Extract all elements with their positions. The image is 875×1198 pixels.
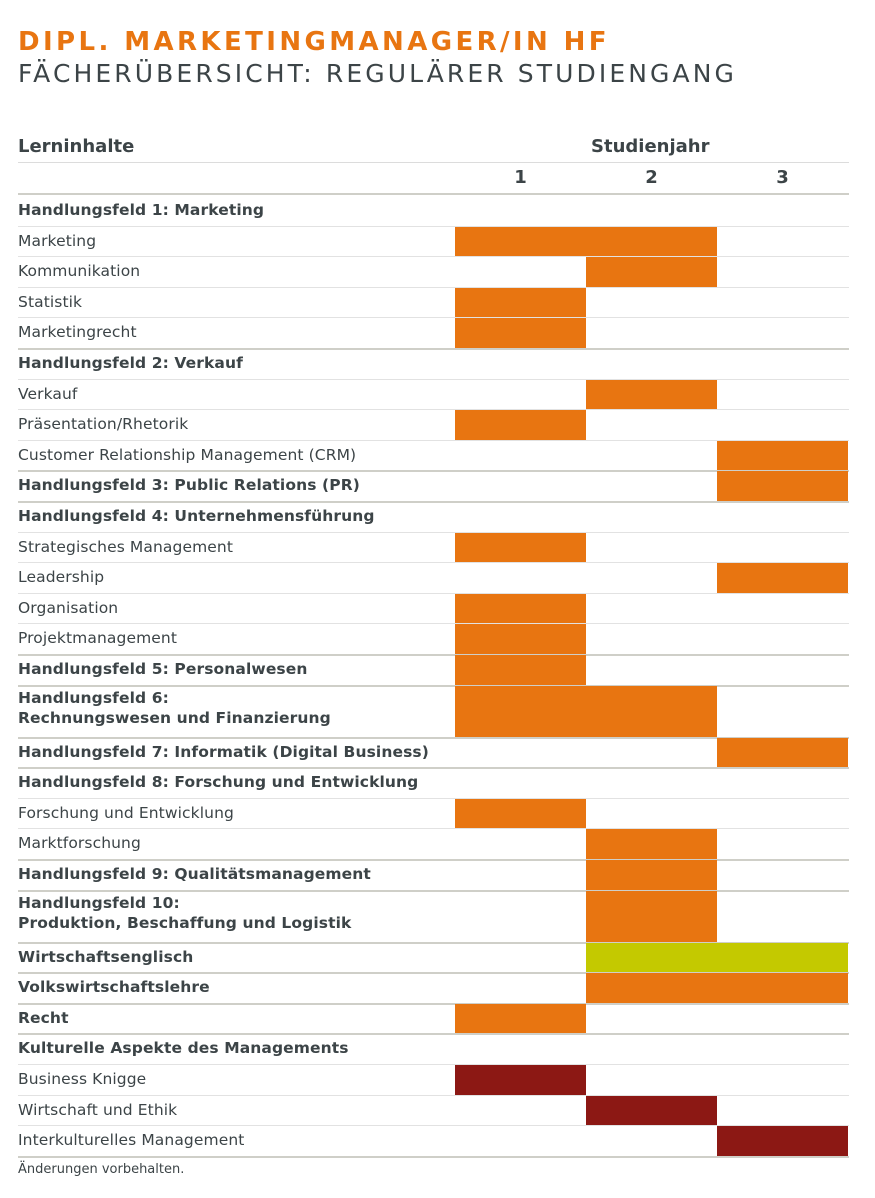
row-label [18,772,418,792]
year-1-header: 1 [514,167,527,188]
year-3-header: 3 [776,167,789,188]
table-row [0,562,875,593]
row-label [18,231,96,251]
row-label [18,200,264,220]
table-row [0,501,875,532]
row-label-line: Produktion, Beschaffung und Logistik [18,913,352,932]
year-2-header: 2 [645,167,658,188]
row-label-line: Wirtschaftsenglisch [18,947,194,966]
table-row [0,828,875,859]
row-divider [18,1156,849,1158]
row-label [18,1100,177,1120]
year-1-cell [455,1004,586,1034]
table-row [0,195,875,226]
row-label-line: Volkswirtschaftslehre [18,978,210,997]
row-label [18,659,308,679]
table-row [0,890,875,942]
row-label [18,947,193,967]
table-row [0,1033,875,1064]
table-row [0,623,875,654]
year-3-cell [717,441,848,471]
row-label-line: Marketing [18,231,97,250]
table-row [0,470,875,501]
footer-note: Änderungen vorbehalten. [18,1162,185,1177]
year-3-cell [717,943,848,973]
table-row [0,942,875,973]
row-label [18,833,141,853]
row-label-line: Handlungsfeld 1: Marketing [18,201,265,219]
table-row [0,440,875,471]
year-2-cell [586,943,717,973]
table-row [0,1064,875,1095]
row-label-line: Rechnungswesen und Finanzierung [18,708,331,727]
year-3-cell [717,738,848,768]
row-label-line: Handlungsfeld 10: [18,893,180,912]
row-label [18,506,375,526]
year-2-cell [586,686,717,737]
row-label-line: Forschung und Entwicklung [18,803,234,822]
table-row [0,972,875,1003]
table-row [0,1095,875,1126]
row-label [18,803,234,823]
year-2-cell [586,380,717,410]
year-2-cell [586,257,717,287]
row-label [18,628,177,648]
row-label [18,384,78,404]
row-label [18,977,210,997]
row-label [18,598,118,618]
row-label-line: Interkulturelles Management [18,1131,245,1150]
table-row [0,317,875,348]
year-2-cell [586,860,717,890]
header-divider [18,162,849,163]
row-label-line: Marketingrecht [18,323,137,342]
row-label [18,353,243,373]
table-row [0,532,875,563]
row-label-line: Handlungsfeld 6: [18,688,169,707]
row-label [18,261,140,281]
page-title: DIPL. MARKETINGMANAGER/IN HF [18,27,610,57]
table-row [0,767,875,798]
row-label [18,1038,349,1058]
page-subtitle: FÄCHERÜBERSICHT: REGULÄRER STUDIENGANG [18,59,738,88]
content-column-header: Lerninhalte [18,136,135,157]
row-label [18,445,356,465]
row-label [18,322,137,342]
row-label-line: Leadership [18,568,105,587]
year-3-cell [717,1126,848,1156]
year-1-cell [455,227,586,257]
year-1-cell [455,655,586,685]
year-1-cell [455,624,586,654]
table-row [0,1125,875,1156]
row-label [18,1130,244,1150]
row-label [18,414,188,434]
table-row [0,256,875,287]
row-label-line: Kulturelle Aspekte des Managements [18,1039,349,1058]
row-label-line: Kommunikation [18,262,141,281]
row-label [18,742,429,762]
row-label-line: Handlungsfeld 7: Informatik (Digital Business) [18,742,429,761]
row-label-line: Handlungsfeld 8: Forschung und Entwicklung [18,773,419,792]
year-2-cell [586,891,717,942]
year-column-header: Studienjahr [591,136,710,157]
row-label-line: Projektmanagement [18,629,178,648]
year-2-cell [586,973,717,1003]
row-label-line: Marktforschung [18,834,141,853]
row-label-line: Recht [18,1008,69,1027]
year-2-cell [586,1096,717,1126]
table-row [0,287,875,318]
year-1-cell [455,410,586,440]
row-label-line: Handlungsfeld 3: Public Relations (PR) [18,476,360,495]
row-label [18,1008,69,1028]
row-label-line: Handlungsfeld 4: Unternehmensführung [18,507,375,525]
row-label-line: Customer Relationship Management (CRM) [18,445,357,464]
table-row [0,1003,875,1034]
table-row [0,737,875,768]
row-label-line: Wirtschaft und Ethik [18,1100,178,1119]
row-label [18,292,82,312]
table-row [0,654,875,685]
year-3-cell [717,471,848,501]
row-label-line: Handlungsfeld 5: Personalwesen [18,660,308,678]
year-1-cell [455,594,586,624]
row-label [18,688,331,728]
row-label-line: Strategisches Management [18,537,234,556]
year-3-cell [717,563,848,593]
year-1-cell [455,799,586,829]
row-label-line: Organisation [18,598,119,617]
row-label-line: Verkauf [18,384,78,403]
year-1-cell [455,533,586,563]
row-label [18,1069,146,1089]
year-1-cell [455,1065,586,1095]
row-label [18,475,360,495]
year-3-cell [717,973,848,1003]
table-row [0,409,875,440]
row-label-line: Handlungsfeld 9: Qualitätsmanagement [18,865,371,883]
table-row [0,593,875,624]
table-row [0,379,875,410]
row-label [18,567,104,587]
year-1-cell [455,288,586,318]
row-label [18,864,371,884]
table-row [0,685,875,737]
table-row [0,348,875,379]
table-row [0,798,875,829]
year-2-cell [586,829,717,859]
row-label [18,893,351,933]
table-row [0,859,875,890]
year-1-cell [455,318,586,348]
row-label-line: Präsentation/Rhetorik [18,415,189,434]
row-label-line: Business Knigge [18,1070,147,1088]
row-label-line: Statistik [18,292,83,311]
table-row [0,226,875,257]
row-label-line: Handlungsfeld 2: Verkauf [18,354,243,372]
row-label [18,537,233,557]
year-1-cell [455,686,586,737]
year-2-cell [586,227,717,257]
